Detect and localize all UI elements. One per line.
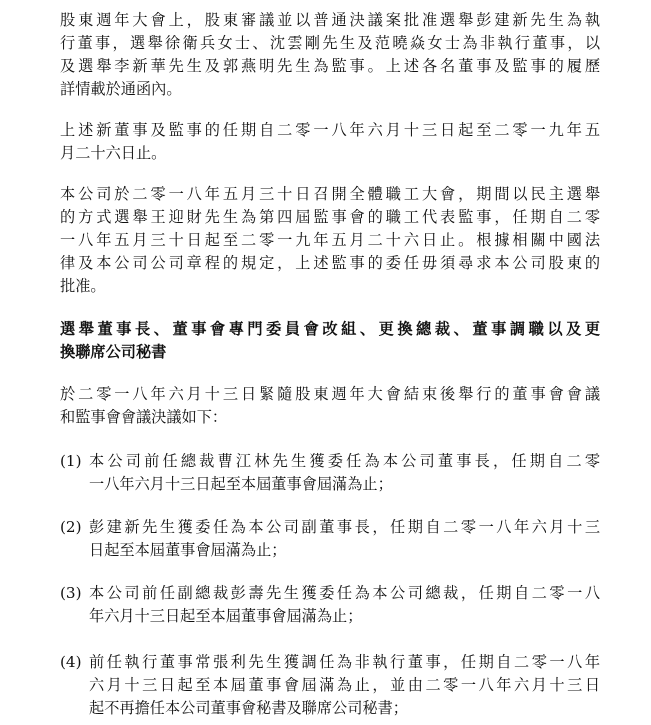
text-line: 日起至本屆董事會屆滿為止； <box>89 541 287 559</box>
text-line: 批准。 <box>60 277 106 295</box>
item-number: (3) <box>60 584 82 602</box>
heading-line: 換聯席公司秘書 <box>60 343 167 361</box>
text-line: 六月十三日起至本屆董事會屆滿為止，並由二零一八年六月十三日 <box>89 676 600 694</box>
text-line: 股東週年大會上，股東審議並以普通決議案批准選舉彭建新先生為執 <box>60 11 600 29</box>
item-number: (4) <box>60 653 82 671</box>
item-number: (2) <box>60 518 82 536</box>
text-line: 律及本公司公司章程的規定，上述監事的委任毋須尋求本公司股東的 <box>60 254 600 272</box>
text-line: 上述新董事及監事的任期自二零一八年六月十三日起至二零一九年五 <box>60 121 600 139</box>
text-line: 年六月十三日起至本屆董事會屆滿為止； <box>89 607 363 625</box>
text-line: 本公司於二零一八年五月三十日召開全體職工大會，期間以民主選舉 <box>60 185 600 203</box>
text-line: 及選舉李新華先生及郭燕明先生為監事。上述各名董事及監事的履歷 <box>60 57 600 75</box>
text-line: 一八年五月三十日起至二零一九年五月二十六日止。根據相關中國法 <box>60 231 600 249</box>
text-line: 本公司前任副總裁彭壽先生獲委任為本公司總裁，任期自二零一八 <box>89 584 600 602</box>
text-line: 詳情載於通函內。 <box>60 80 182 98</box>
text-line: 一八年六月十三日起至本屆董事會屆滿為止； <box>89 475 393 493</box>
text-line: 彭建新先生獲委任為本公司副董事長，任期自二零一八年六月十三 <box>89 518 600 536</box>
heading-line: 選舉董事長、董事會專門委員會改組、更換總裁、董事調職以及更 <box>60 320 600 338</box>
text-line: 本公司前任總裁曹江林先生獲委任為本公司董事長，任期自二零 <box>89 452 600 470</box>
text-line: 和監事會會議決議如下： <box>60 408 228 426</box>
item-number: (1) <box>60 452 82 470</box>
text-line: 於二零一八年六月十三日緊隨股東週年大會結束後舉行的董事會會議 <box>60 385 600 403</box>
text-line: 起不再擔任本公司董事會秘書及聯席公司秘書； <box>89 699 408 717</box>
text-line: 的方式選舉王迎財先生為第四屆監事會的職工代表監事，任期自二零 <box>60 208 600 226</box>
text-line: 前任執行董事常張利先生獲調任為非執行董事，任期自二零一八年 <box>89 653 600 671</box>
text-line: 行董事，選舉徐衛兵女士、沈雲剛先生及范曉焱女士為非執行董事，以 <box>60 34 600 52</box>
text-line: 月二十六日止。 <box>60 144 167 162</box>
document-page <box>60 0 600 725</box>
